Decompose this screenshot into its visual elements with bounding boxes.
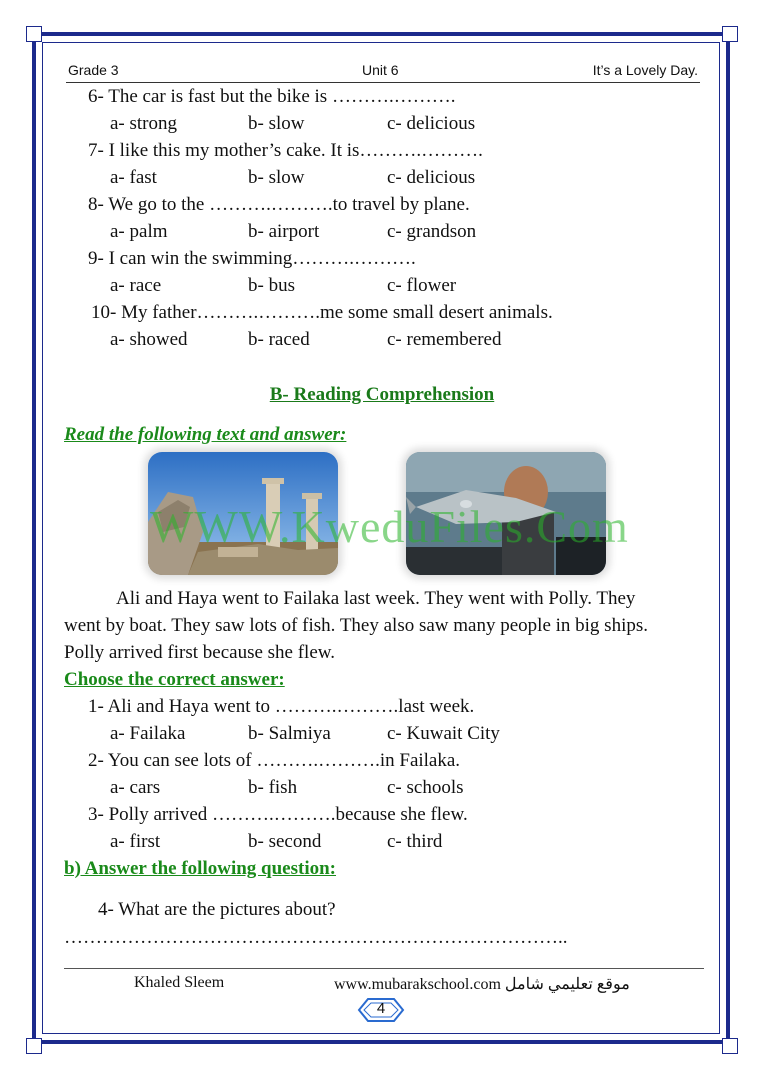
header-unit: Unit 6 — [362, 62, 399, 78]
question-text: 10- My father……….……….me some small desert animals. — [91, 302, 553, 323]
option-c: c- remembered — [387, 329, 502, 350]
header-grade: Grade 3 — [68, 62, 119, 78]
corner-ornament — [722, 26, 738, 42]
passage-line: went by boat. They saw lots of fish. They also saw many people in big ships. — [64, 615, 648, 636]
option-b: b- bus — [248, 275, 295, 296]
option-a: a- fast — [110, 167, 157, 188]
option-c: c- flower — [387, 275, 457, 296]
option-b: b- raced — [248, 329, 310, 350]
page-number: 4 — [376, 1000, 386, 1017]
answer-line: …………………………………………………………………….. — [64, 927, 568, 948]
option-b: b- airport — [248, 221, 320, 242]
answer-heading: b) Answer the following question: — [64, 858, 337, 879]
option-c: c- third — [387, 831, 443, 852]
option-b: b- slow — [248, 113, 305, 134]
option-c: c- schools — [387, 777, 464, 798]
option-c: c- Kuwait City — [387, 723, 500, 744]
page-header — [66, 62, 700, 83]
option-c: c- delicious — [387, 113, 476, 134]
option-a: a- cars — [110, 777, 161, 798]
option-a: a- Failaka — [110, 723, 186, 744]
option-c: c- delicious — [387, 167, 476, 188]
footer-site: www.mubarakschool.com موقع تعليمي شامل — [334, 976, 630, 993]
option-a: a- first — [110, 831, 161, 852]
option-b: b- fish — [248, 777, 298, 798]
read-instruction: Read the following text and answer: — [64, 424, 347, 445]
section-title: B- Reading Comprehension — [269, 384, 495, 405]
passage-line: Ali and Haya went to Failaka last week. They went with Polly. They — [116, 588, 636, 609]
corner-ornament — [26, 26, 42, 42]
option-a: a- race — [110, 275, 162, 296]
page-number-badge — [356, 996, 406, 1024]
question-text: 7- I like this my mother’s cake. It is……….………. — [88, 140, 483, 161]
question-text: 3- Polly arrived ……….……….because she flew. — [88, 804, 468, 825]
header-title: It’s a Lovely Day. — [592, 62, 698, 78]
footer-author: Khaled Sleem — [134, 974, 225, 991]
question-text: 2- You can see lots of ……….……….in Failaka. — [88, 750, 461, 771]
question-text: 4- What are the pictures about? — [98, 899, 336, 920]
corner-ornament — [722, 1038, 738, 1054]
footer-rule — [64, 968, 704, 969]
option-c: c- grandson — [387, 221, 477, 242]
option-b: b- Salmiya — [248, 723, 331, 744]
question-text: 8- We go to the ……….……….to travel by plane. — [88, 194, 470, 215]
choose-heading: Choose the correct answer: — [64, 669, 285, 690]
option-a: a- palm — [110, 221, 168, 242]
question-text: 6- The car is fast but the bike is ……….………. — [88, 86, 456, 107]
option-a: a- strong — [110, 113, 178, 134]
option-b: b- slow — [248, 167, 305, 188]
option-b: b- second — [248, 831, 322, 852]
passage-line: Polly arrived first because she flew. — [64, 642, 336, 663]
watermark: WWW.KweduFiles.Com — [150, 501, 629, 552]
question-text: 9- I can win the swimming……….………. — [88, 248, 416, 269]
reading-passage — [64, 585, 700, 666]
corner-ornament — [26, 1038, 42, 1054]
question-text: 1- Ali and Haya went to ……….……….last week. — [88, 696, 475, 717]
option-a: a- showed — [110, 329, 188, 350]
